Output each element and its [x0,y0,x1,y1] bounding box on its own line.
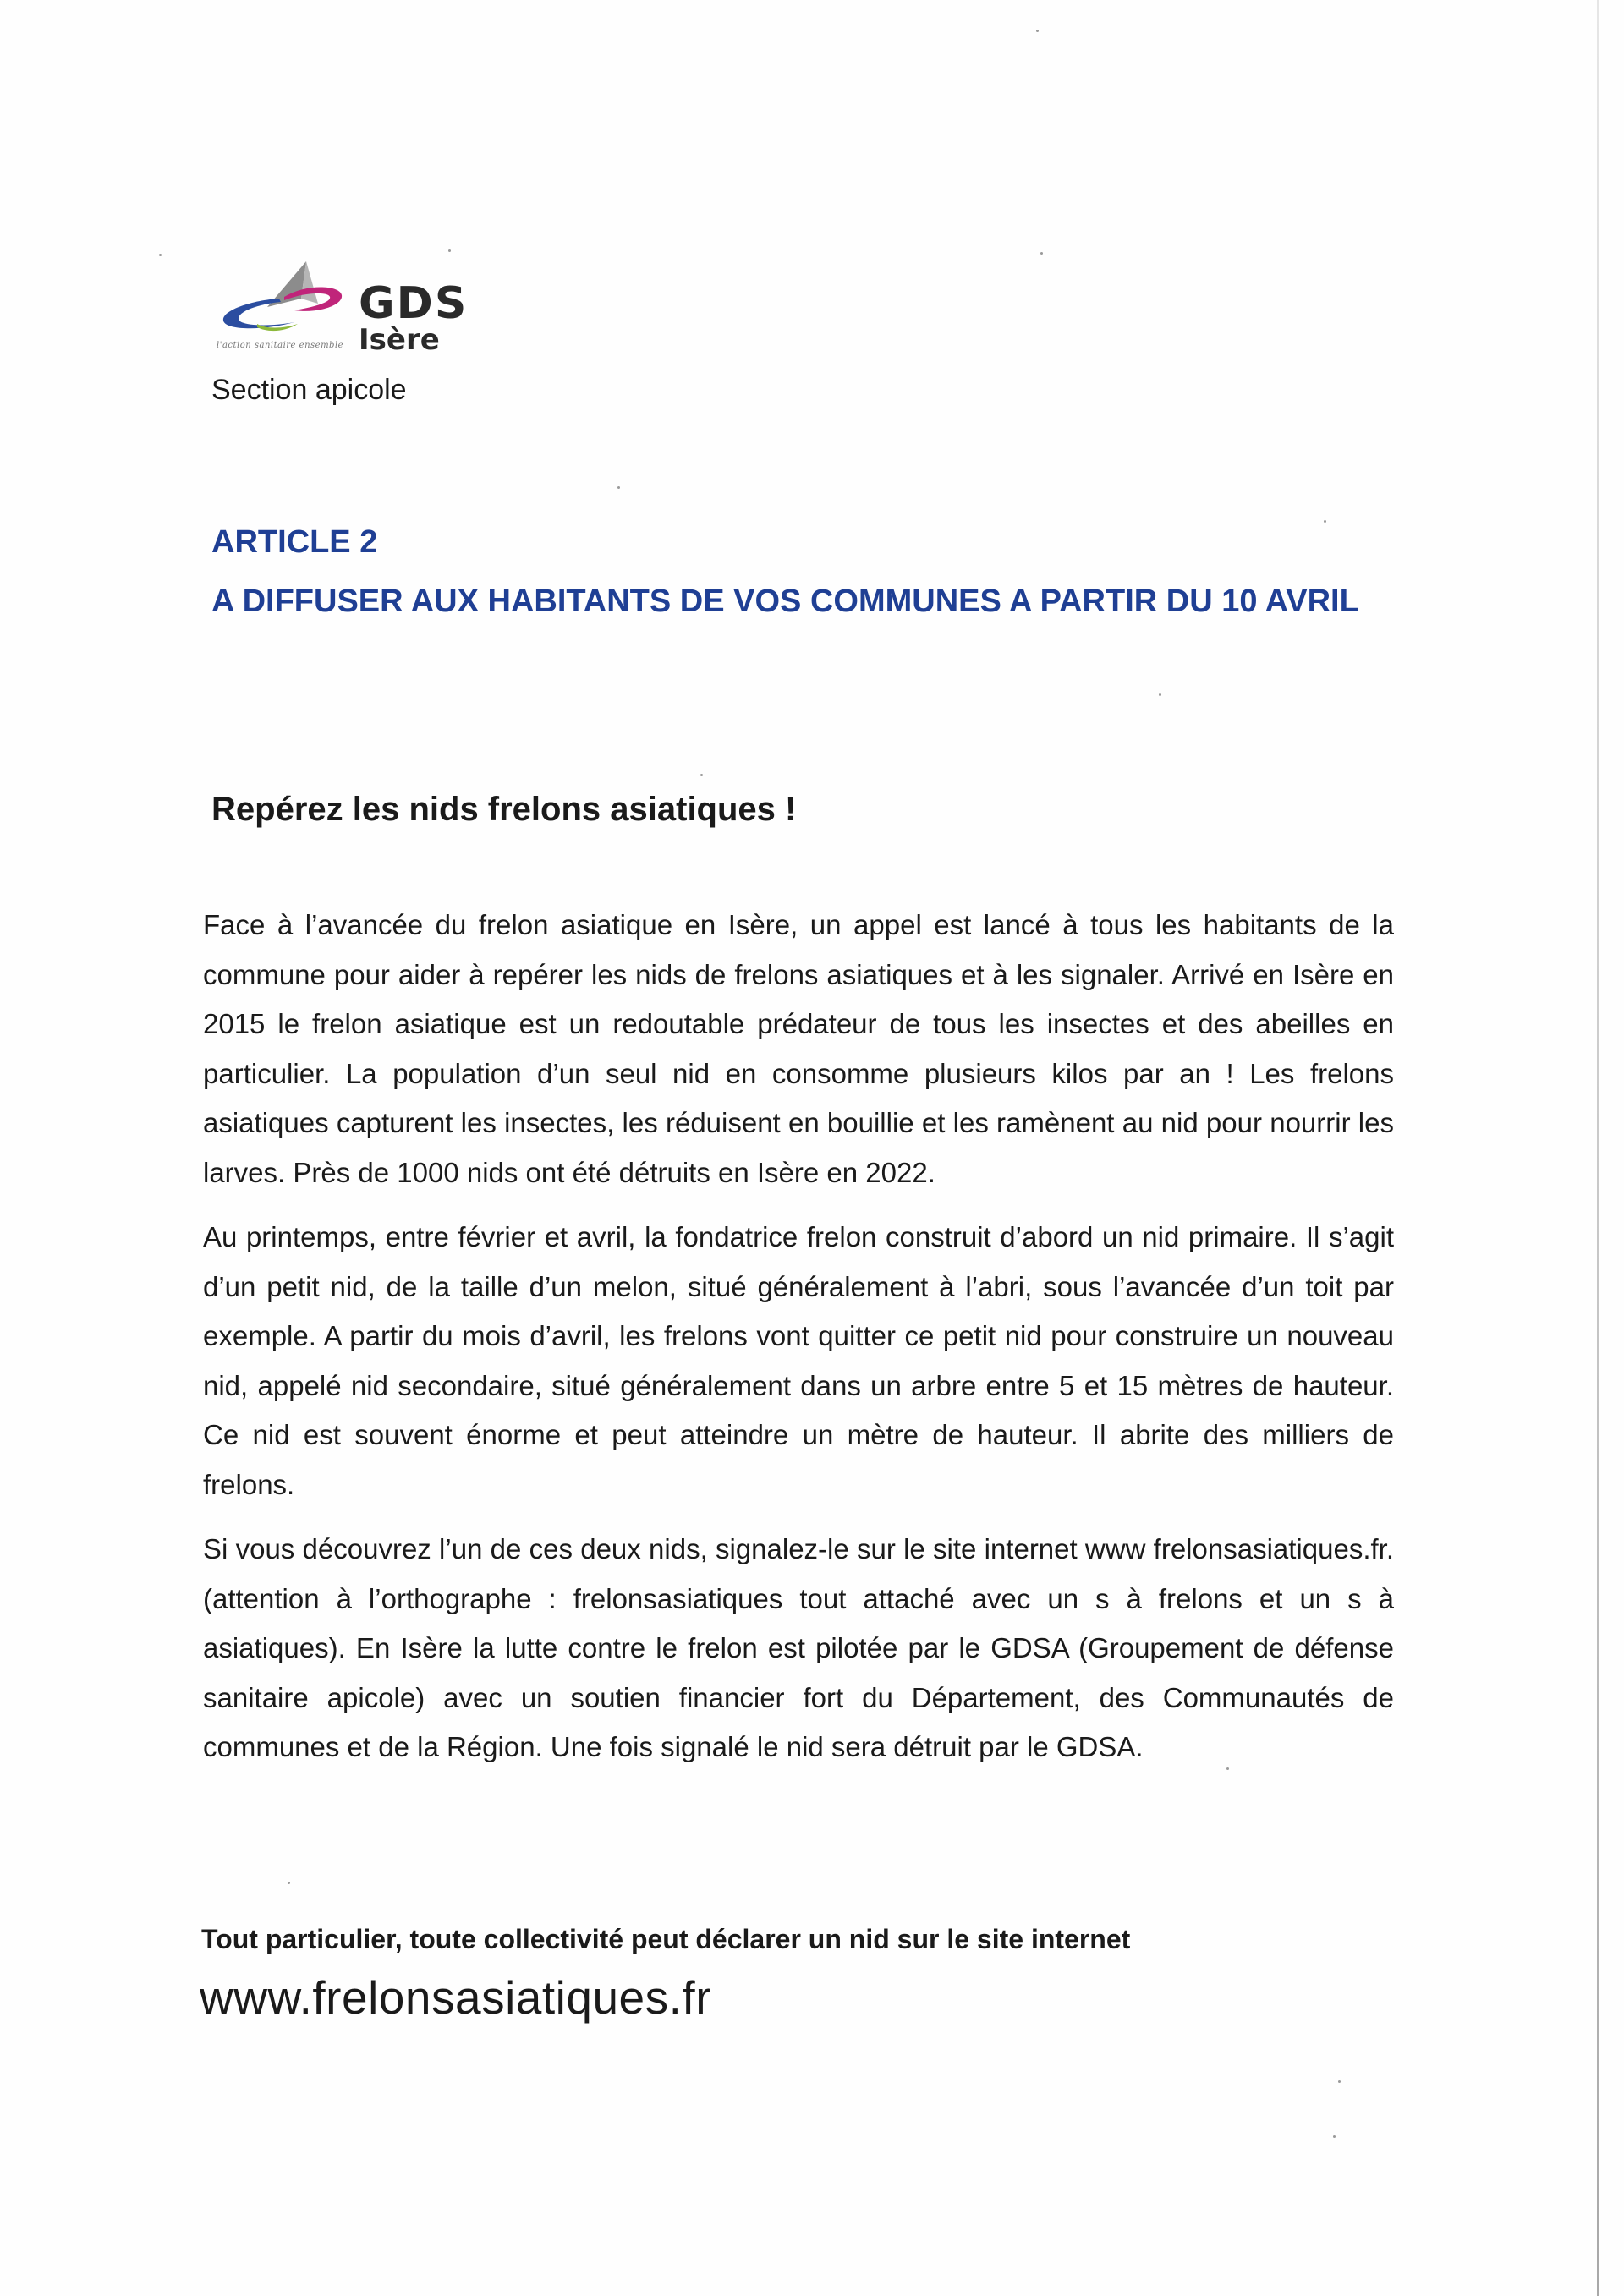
scan-edge-line [1597,0,1599,2296]
gds-logo-mark-icon [213,258,357,351]
scan-speck [700,774,703,776]
section-label: Section apicole [211,374,407,406]
scan-speck [1338,2080,1341,2083]
article-instruction: A DIFFUSER AUX HABITANTS DE VOS COMMUNES A PARTIR DU 10 AVRIL [211,584,1359,619]
logo-region-text: Isère [359,323,440,357]
scan-speck [1333,2135,1336,2138]
scan-speck [1036,30,1039,32]
scan-speck [1040,252,1043,255]
scan-speck [288,1882,290,1884]
page-title: Repérez les nids frelons asiatiques ! [211,791,797,828]
article-label: ARTICLE 2 [211,524,378,560]
scan-speck [617,486,620,489]
paragraph: Au printemps, entre février et avril, la fondatrice frelon construit d’abord un nid primaire. Il s’agit d’un petit nid, de la taille d’un melon, situé généralement à l’abri, sous l’avancée d’un toit par exemple. A partir du mois d’avril, les frelons vont quitter ce petit nid pour construire un nouveau nid, appelé nid secondaire, situé généralement dans un arbre entre 5 et 15 mètres de hauteur. Ce nid est souvent énorme et peut atteindre un mètre de hauteur. Il abrite des milliers de frelons. [203,1221,1394,1500]
body-text [203,901,1394,1788]
website-link[interactable]: www.frelonsasiatiques.fr [200,1971,712,2024]
gds-isere-logo [213,258,492,359]
paragraph: Face à l’avancée du frelon asiatique en Isère, un appel est lancé à tous les habitants de la commune pour aider à repérer les nids de frelons asiatiques et à les signaler. Arrivé en Isère en 2015 le frelon asiatique est un redoutable prédateur de tous les insectes et des abeilles en particulier. La population d’un seul nid en consomme plusieurs kilos par an ! Les frelons asiatiques capturent les insectes, les réduisent en bouillie et les ramènent au nid pour nourrir les larves. Près de 1000 nids ont été détruits en Isère en 2022. [203,909,1394,1188]
scan-speck [1159,693,1161,696]
scan-speck [159,254,162,256]
article-header [211,520,1421,623]
paragraph: Si vous découvrez l’un de ces deux nids, signalez-le sur le site internet www frelonsasiatiques.fr. (attention à l’orthographe : frelonsasiatiques tout attaché avec un s à frelons et un s à asiatiques). En Isère la lutte contre le frelon est pilotée par le GDSA (Groupement de défense sanitaire apicole) avec un soutien financier fort du Département, des Communautés de communes et de la Région. Une fois signalé le nid sera détruit par le GDSA. [203,1533,1394,1762]
logo-tagline: l'action sanitaire ensemble [217,341,344,350]
scan-speck [448,249,451,252]
logo-gds-text: GDS [359,278,469,329]
closing-statement: Tout particulier, toute collectivité peut déclarer un nid sur le site internet [201,1924,1131,1954]
